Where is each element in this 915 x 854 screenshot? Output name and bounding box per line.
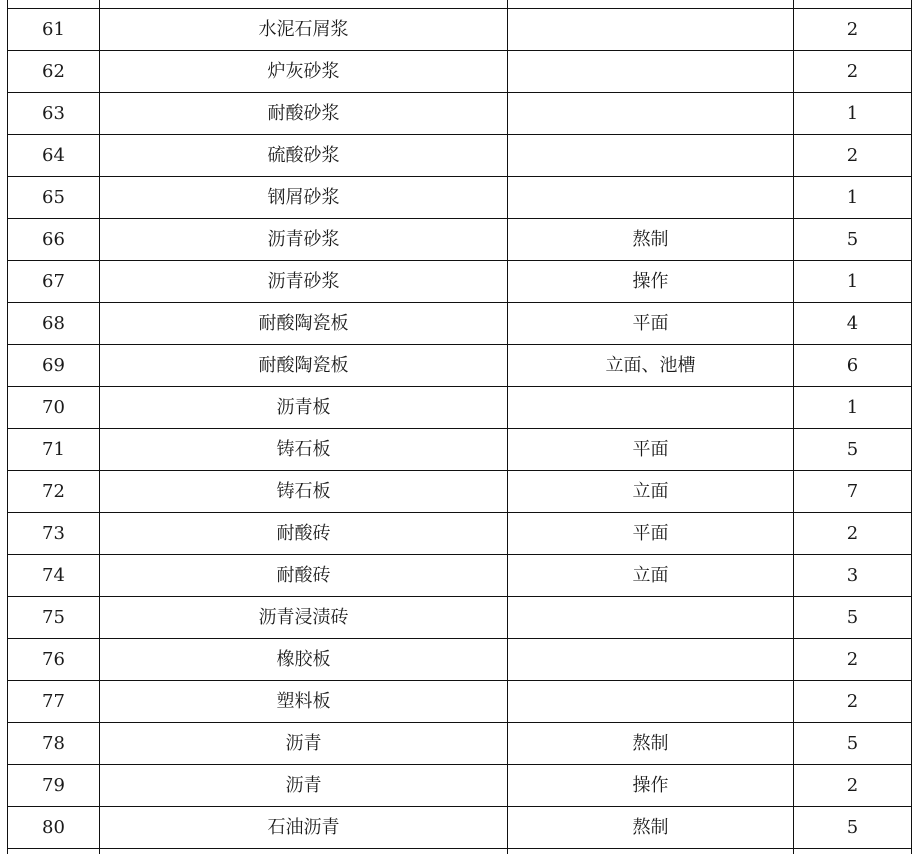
row-number-cell: 71 — [8, 429, 100, 471]
value-cell: 2 — [794, 765, 912, 807]
material-name-cell: 钢屑砂浆 — [100, 177, 508, 219]
row-number-cell: 78 — [8, 723, 100, 765]
value-cell: 3 — [794, 555, 912, 597]
table-row — [8, 723, 912, 765]
table-row — [8, 765, 912, 807]
value-cell: 2 — [794, 135, 912, 177]
note-cell: 熬制 — [508, 807, 794, 849]
value-cell: 5 — [794, 723, 912, 765]
material-name-cell: 沥青 — [100, 723, 508, 765]
material-name-cell — [100, 0, 508, 9]
table-row — [8, 0, 912, 9]
table-row — [8, 639, 912, 681]
value-cell: 6 — [794, 345, 912, 387]
material-name-cell: 沥青砂浆 — [100, 219, 508, 261]
value-cell: 2 — [794, 9, 912, 51]
note-cell: 操作 — [508, 261, 794, 303]
table-row — [8, 261, 912, 303]
note-cell — [508, 681, 794, 723]
material-name-cell — [100, 849, 508, 854]
table-row — [8, 807, 912, 849]
material-name-cell: 沥青 — [100, 765, 508, 807]
table-row — [8, 135, 912, 177]
row-number-cell: 72 — [8, 471, 100, 513]
value-cell: 1 — [794, 261, 912, 303]
table-row — [8, 597, 912, 639]
table-row — [8, 9, 912, 51]
table-row — [8, 345, 912, 387]
value-cell: 5 — [794, 807, 912, 849]
note-cell: 熬制 — [508, 219, 794, 261]
material-name-cell: 硫酸砂浆 — [100, 135, 508, 177]
row-number-cell: 69 — [8, 345, 100, 387]
note-cell: 平面 — [508, 513, 794, 555]
material-name-cell: 耐酸陶瓷板 — [100, 303, 508, 345]
row-number-cell: 80 — [8, 807, 100, 849]
note-cell: 熬制 — [508, 723, 794, 765]
material-loss-table — [7, 0, 912, 854]
table-row — [8, 219, 912, 261]
note-cell — [508, 135, 794, 177]
row-number-cell — [8, 0, 100, 9]
material-name-cell: 塑料板 — [100, 681, 508, 723]
note-cell — [508, 0, 794, 9]
table-row — [8, 513, 912, 555]
table-body — [8, 0, 912, 854]
value-cell: 2 — [794, 513, 912, 555]
material-name-cell: 水泥石屑浆 — [100, 9, 508, 51]
table-row — [8, 303, 912, 345]
table-row — [8, 93, 912, 135]
material-name-cell: 沥青砂浆 — [100, 261, 508, 303]
table-row — [8, 177, 912, 219]
table-row — [8, 387, 912, 429]
value-cell: 1 — [794, 387, 912, 429]
row-number-cell: 73 — [8, 513, 100, 555]
row-number-cell: 75 — [8, 597, 100, 639]
note-cell: 立面 — [508, 555, 794, 597]
note-cell — [508, 849, 794, 854]
value-cell: 2 — [794, 51, 912, 93]
note-cell — [508, 9, 794, 51]
row-number-cell: 66 — [8, 219, 100, 261]
row-number-cell: 64 — [8, 135, 100, 177]
value-cell: 7 — [794, 471, 912, 513]
material-name-cell: 耐酸砂浆 — [100, 93, 508, 135]
value-cell: 2 — [794, 681, 912, 723]
note-cell: 操作 — [508, 765, 794, 807]
value-cell: 5 — [794, 429, 912, 471]
table-row — [8, 849, 912, 854]
row-number-cell: 65 — [8, 177, 100, 219]
material-name-cell: 耐酸陶瓷板 — [100, 345, 508, 387]
note-cell — [508, 93, 794, 135]
table-row — [8, 471, 912, 513]
note-cell: 立面、池槽 — [508, 345, 794, 387]
material-name-cell: 耐酸砖 — [100, 513, 508, 555]
value-cell — [794, 0, 912, 9]
material-name-cell: 铸石板 — [100, 429, 508, 471]
row-number-cell: 68 — [8, 303, 100, 345]
row-number-cell: 76 — [8, 639, 100, 681]
note-cell — [508, 597, 794, 639]
table-row — [8, 429, 912, 471]
row-number-cell: 61 — [8, 9, 100, 51]
row-number-cell — [8, 849, 100, 854]
value-cell: 5 — [794, 597, 912, 639]
note-cell: 立面 — [508, 471, 794, 513]
row-number-cell: 62 — [8, 51, 100, 93]
value-cell: 2 — [794, 639, 912, 681]
note-cell — [508, 51, 794, 93]
table-row — [8, 51, 912, 93]
table-row — [8, 555, 912, 597]
row-number-cell: 70 — [8, 387, 100, 429]
note-cell — [508, 177, 794, 219]
material-name-cell: 沥青浸渍砖 — [100, 597, 508, 639]
material-name-cell: 铸石板 — [100, 471, 508, 513]
note-cell: 平面 — [508, 429, 794, 471]
note-cell — [508, 639, 794, 681]
value-cell: 1 — [794, 93, 912, 135]
table-row — [8, 681, 912, 723]
material-name-cell: 炉灰砂浆 — [100, 51, 508, 93]
note-cell: 平面 — [508, 303, 794, 345]
row-number-cell: 63 — [8, 93, 100, 135]
value-cell — [794, 849, 912, 854]
row-number-cell: 79 — [8, 765, 100, 807]
material-name-cell: 橡胶板 — [100, 639, 508, 681]
material-name-cell: 沥青板 — [100, 387, 508, 429]
material-name-cell: 石油沥青 — [100, 807, 508, 849]
material-name-cell: 耐酸砖 — [100, 555, 508, 597]
value-cell: 1 — [794, 177, 912, 219]
value-cell: 5 — [794, 219, 912, 261]
note-cell — [508, 387, 794, 429]
row-number-cell: 74 — [8, 555, 100, 597]
row-number-cell: 77 — [8, 681, 100, 723]
value-cell: 4 — [794, 303, 912, 345]
row-number-cell: 67 — [8, 261, 100, 303]
